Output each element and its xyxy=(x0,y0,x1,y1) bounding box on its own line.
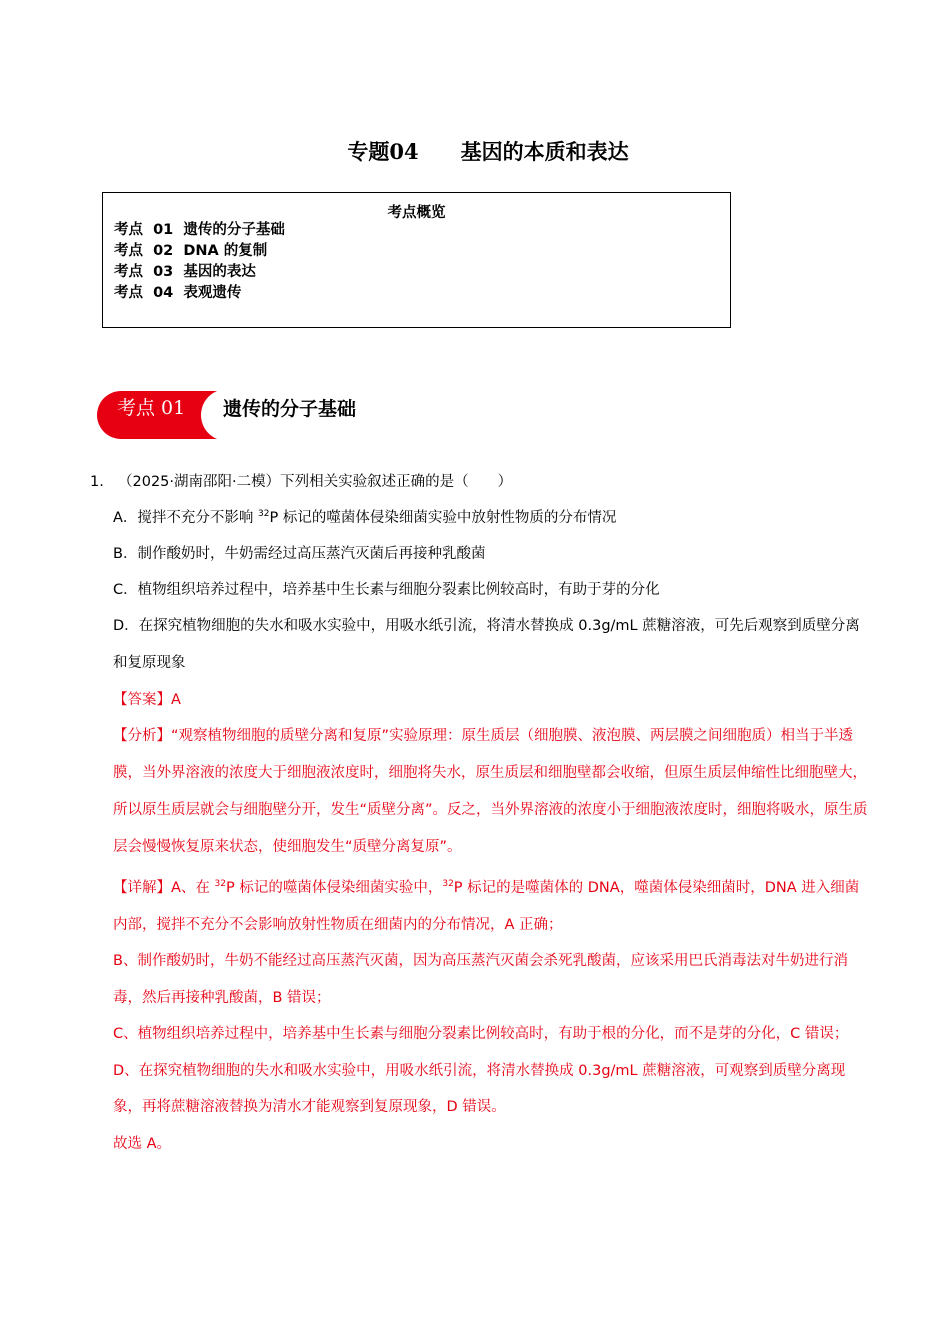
section-banner xyxy=(97,391,497,441)
detail-a-superscript: 32 xyxy=(214,879,226,889)
overview-item: 考点 02 DNA 的复制 xyxy=(114,243,268,259)
overview-box xyxy=(102,192,731,328)
option-b: B．制作酸奶时，牛奶需经过高压蒸汽灭菌后再接种乳酸菌 xyxy=(113,546,486,562)
overview-heading: 考点概览 xyxy=(387,205,446,221)
detail-label: 【详解】 xyxy=(113,880,171,896)
analysis-label: 【分析】 xyxy=(113,728,171,744)
detail-d: D、在探究植物细胞的失水和吸水实验中，用吸水纸引流，将清水替换成 0.3g/mL 蔗糖溶液，可观察到质壁分离现象，再将蔗糖溶液替换为清水才能观察到复原现象，D 错误。 xyxy=(113,1062,846,1115)
option-a-text-rest: P 标记的噬菌体侵染细菌实验中放射性物质的分布情况 xyxy=(269,510,617,526)
overview-item: 考点 04 表观遗传 xyxy=(114,285,242,301)
question-stem-text: （2025·湖南邵阳·二模）下列相关实验叙述正确的是（ ） xyxy=(118,474,513,490)
section-title: 遗传的分子基础 xyxy=(223,398,357,420)
question-1 xyxy=(90,468,870,1162)
question-number: 1. xyxy=(90,474,104,490)
section-tag: 考点 01 xyxy=(117,397,186,419)
option-a-superscript: 32 xyxy=(258,509,270,519)
option-c: C．植物组织培养过程中，培养基中生长素与细胞分裂素比例较高时，有助于芽的分化 xyxy=(113,582,660,598)
answer-block xyxy=(90,682,870,1162)
detail-a-text-3: P 标记的是噬菌体的 DNA，噬菌体侵染细菌时，DNA 进入细菌内部，搅拌不充分不会影响放射性物质在细菌内的分布情况，A 正确； xyxy=(113,880,860,933)
answer-line xyxy=(113,682,870,718)
overview-item: 考点 01 遗传的分子基础 xyxy=(114,222,285,238)
detail-a-text-2: P 标记的噬菌体侵染细菌实验中， xyxy=(225,880,443,896)
analysis-text: “观察植物细胞的质壁分离和复原”实验原理：原生质层（细胞膜、液泡膜、两层膜之间细胞质）相当于半透膜，当外界溶液的浓度大于细胞液浓度时，细胞将失水，原生质层和细胞壁都会收缩，但原生质层伸缩性比细胞壁大，所以原生质层就会与细胞壁分开，发生“质壁分离”。反之，当外界溶液的浓度小于细胞液浓度时，细胞将吸水，原生质层会慢慢恢复原来状态，使细胞发生“质壁分离复原”。 xyxy=(113,728,868,855)
detail-b: B、制作酸奶时，牛奶不能经过高压蒸汽灭菌，因为高压蒸汽灭菌会杀死乳酸菌，应该采用巴氏消毒法对牛奶进行消毒，然后再接种乳酸菌，B 错误； xyxy=(113,953,848,1006)
option-d: D．在探究植物细胞的失水和吸水实验中，用吸水纸引流，将清水替换成 0.3g/mL 蔗糖溶液，可先后观察到质壁分离和复原现象 xyxy=(113,618,860,671)
detail-a-superscript-2: 32 xyxy=(442,879,454,889)
answer-value: A xyxy=(171,692,181,708)
overview-list xyxy=(114,220,285,304)
conclusion: 故选 A。 xyxy=(113,1135,172,1152)
question-stem xyxy=(90,468,870,496)
detail-a-text: A、在 xyxy=(171,880,215,896)
answer-label: 【答案】 xyxy=(113,692,171,708)
analysis-paragraph xyxy=(113,718,870,866)
detail-a xyxy=(113,866,870,943)
page-title: 专题04 基因的本质和表达 xyxy=(347,139,629,164)
option-a xyxy=(90,496,870,536)
overview-item: 考点 03 基因的表达 xyxy=(114,264,256,280)
detail-c: C、植物组织培养过程中，培养基中生长素与细胞分裂素比例较高时，有助于根的分化，而不是芽的分化，C 错误； xyxy=(113,1026,849,1042)
option-a-text: A．搅拌不充分不影响 xyxy=(113,510,259,526)
